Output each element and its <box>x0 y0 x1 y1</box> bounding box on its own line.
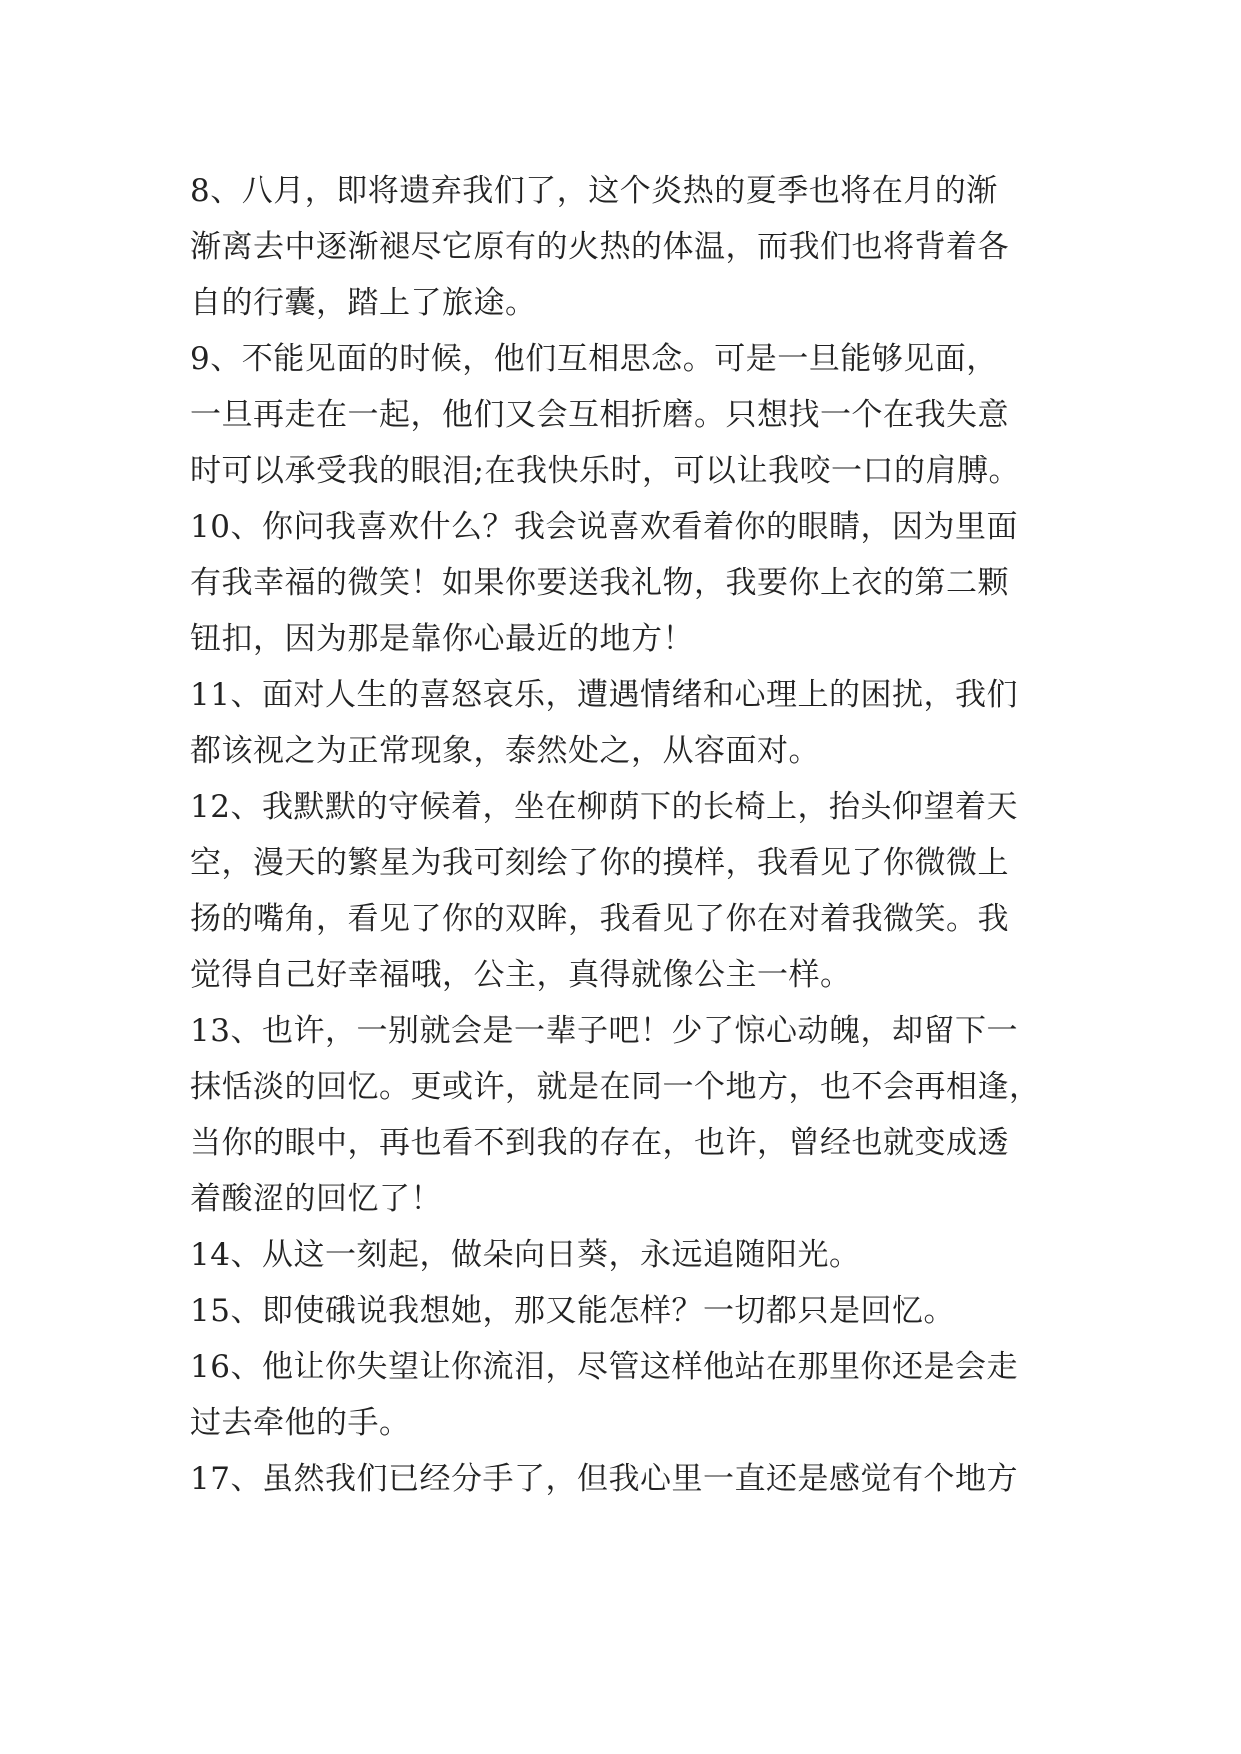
text-line: 当你的眼中，再也看不到我的存在，也许，曾经也就变成透 <box>190 1125 1009 1161</box>
text-line: 17、虽然我们已经分手了，但我心里一直还是感觉有个地方 <box>190 1461 1018 1497</box>
text-line: 自的行囊，踏上了旅途。 <box>190 285 537 321</box>
text-line: 12、我默默的守候着，坐在柳荫下的长椅上，抬头仰望着天 <box>190 789 1018 825</box>
text-line: 10、你问我喜欢什么？我会说喜欢看着你的眼睛，因为里面 <box>190 509 1018 545</box>
text-line: 钮扣，因为那是靠你心最近的地方！ <box>190 621 694 657</box>
text-line: 觉得自己好幸福哦，公主，真得就像公主一样。 <box>190 957 852 993</box>
text-line: 空，漫天的繁星为我可刻绘了你的摸样，我看见了你微微上 <box>190 845 1009 881</box>
text-line: 11、面对人生的喜怒哀乐，遭遇情绪和心理上的困扰，我们 <box>190 677 1018 713</box>
text-line: 渐离去中逐渐褪尽它原有的火热的体温，而我们也将背着各 <box>190 229 1009 265</box>
text-line: 14、从这一刻起，做朵向日葵，永远追随阳光。 <box>190 1237 861 1273</box>
text-line: 一旦再走在一起，他们又会互相折磨。只想找一个在我失意 <box>190 397 1009 433</box>
text-line: 时可以承受我的眼泪;在我快乐时，可以让我咬一口的肩膊。 <box>190 453 1020 489</box>
text-line: 着酸涩的回忆了！ <box>190 1181 442 1217</box>
text-line: 扬的嘴角，看见了你的双眸，我看见了你在对着我微笑。我 <box>190 901 1009 937</box>
text-line: 都该视之为正常现象，泰然处之，从容面对。 <box>190 733 820 769</box>
text-line: 15、即使硪说我想她，那又能怎样？一切都只是回忆。 <box>190 1293 955 1329</box>
text-line: 13、也许，一别就会是一辈子吧！少了惊心动魄，却留下一 <box>190 1013 1018 1049</box>
text-line: 过去牵他的手。 <box>190 1405 411 1441</box>
text-line: 9、不能见面的时候，他们互相思念。可是一旦能够见面， <box>190 341 998 377</box>
text-line: 8、八月，即将遗弃我们了，这个炎热的夏季也将在月的渐 <box>190 173 998 209</box>
text-line: 有我幸福的微笑！如果你要送我礼物，我要你上衣的第二颗 <box>190 565 1009 601</box>
text-line: 抹恬淡的回忆。更或许，就是在同一个地方，也不会再相逢， <box>190 1069 1041 1105</box>
text-line: 16、他让你失望让你流泪，尽管这样他站在那里你还是会走 <box>190 1349 1018 1385</box>
